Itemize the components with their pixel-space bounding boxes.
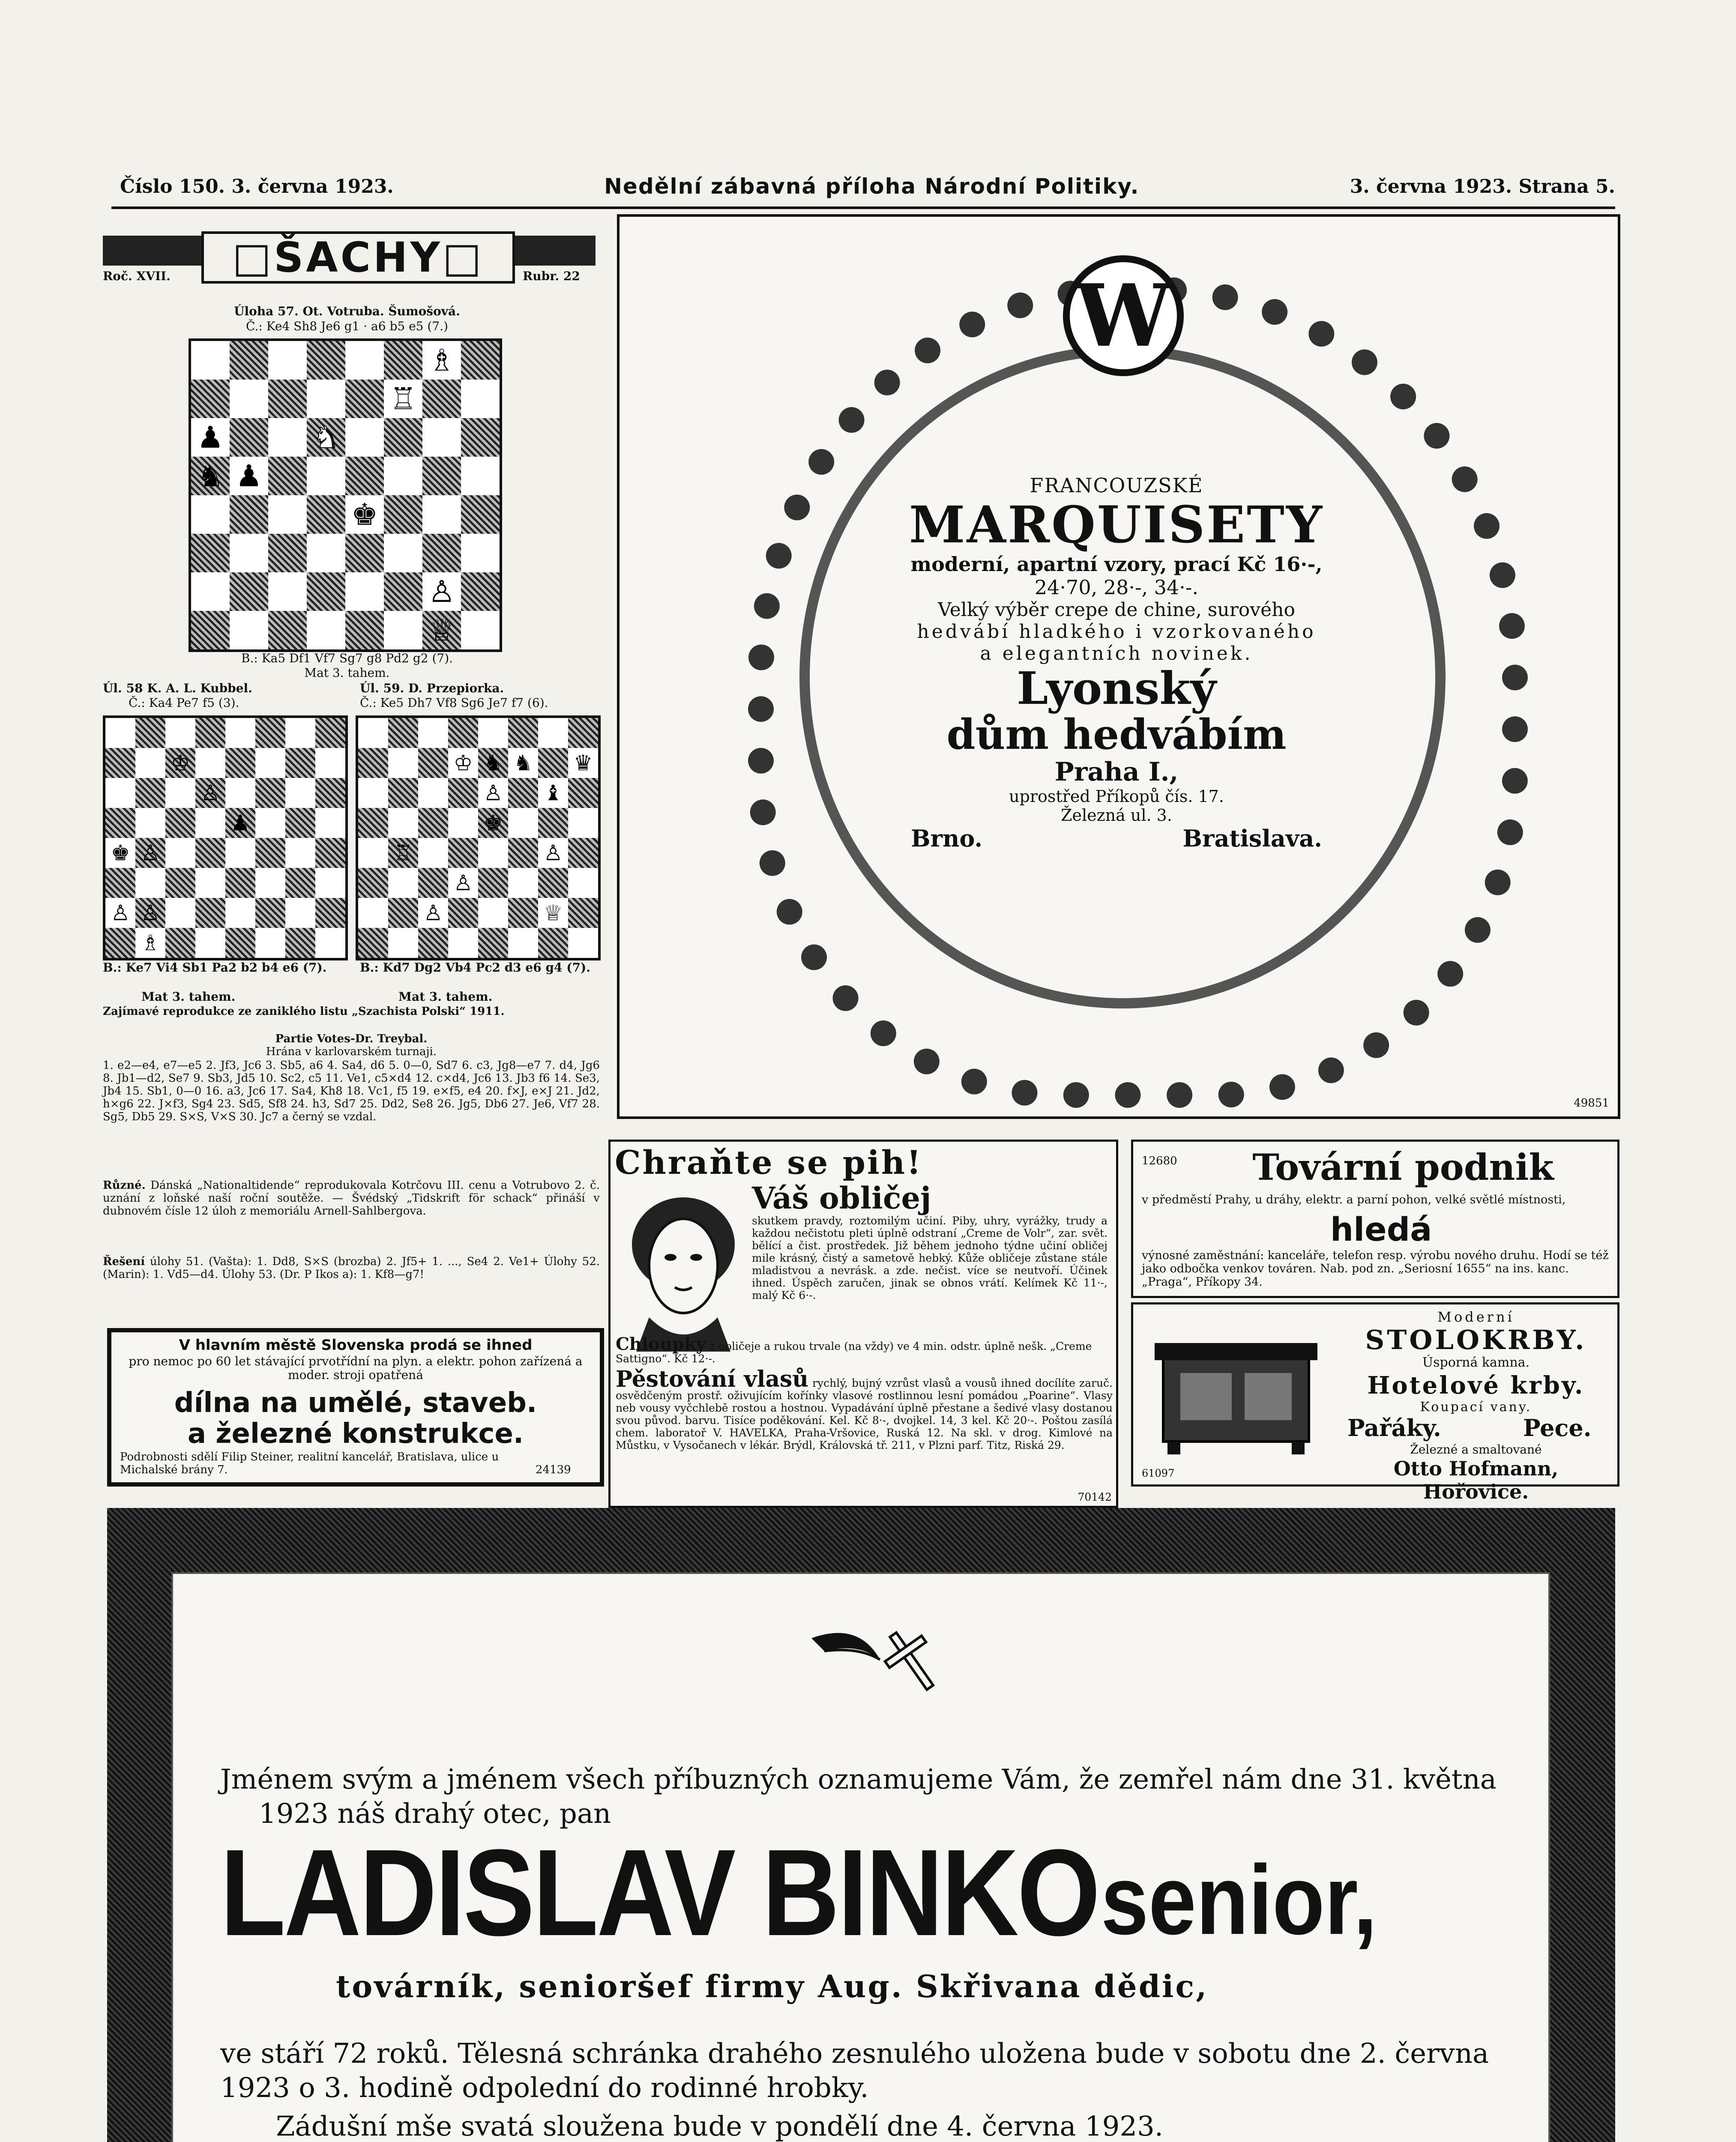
pawn-icon: ♟ <box>235 458 263 494</box>
ad-pih-text3: rychlý, bujný vzrůst vlasů a vousů ihned docílíte zaruč. osvědčeným prostř. oživujícím kořínky vlasové rostlinnou lesní pomádou „Poarine“. Vlasy neb vousy vyčchlebě rostou a hostnou. Vypadávání úplně přestane a šedivé vlasy dostanou svou původ. barvu. Tisíce poděkování. Kel. Kč 8·-, dvojkel. 14, 3 kel. Kč 20·-. Poštou zasílá chem. laboratoř V. HAVELKA, Praha-Vršovice, Ruská 12. Na skl. v drog. Kimlové na Můstku, v Vysočanech v lékár. Brýdl, Královská tř. 211, v Plzni parf. Titz, Riská 29. <box>616 1377 1113 1451</box>
ad-pih-hair <box>616 1334 1113 1365</box>
ad-stoves-t4: Hotelové krby. <box>1367 1371 1585 1400</box>
ad-stoves-t3: Úsporná kamna. <box>1422 1355 1530 1370</box>
rook-icon: ♖ <box>393 841 413 865</box>
deceased-name <box>220 1824 1506 1961</box>
problem-59-black: Č.: Ke5 Dh7 Vf8 Sg6 Je7 f7 (6). <box>360 696 548 710</box>
ad-factory <box>1131 1140 1619 1298</box>
pawn-icon: ♙ <box>483 781 503 805</box>
problem-58-white: B.: Ke7 Vi4 Sb1 Pa2 b2 b4 e6 (7). <box>103 960 327 975</box>
obituary-intro <box>220 1762 1506 1831</box>
bishop-icon: ♝ <box>543 781 563 805</box>
ad-workshop-big1: dílna na umělé, staveb. <box>174 1387 537 1419</box>
ad-pih-head4: Pěstování vlasů <box>616 1366 809 1392</box>
ad-m-line1: FRANCOUZSKÉ <box>1030 474 1203 497</box>
pawn-icon: ♟ <box>230 811 250 835</box>
problem-58-mate: Mat 3. tahem. <box>141 990 236 1004</box>
ad-stoves-t6: Pařáky. <box>1347 1414 1441 1442</box>
w-logo-icon: W <box>1063 255 1184 376</box>
ad-pih-growth <box>616 1366 1113 1451</box>
chess-volume: Roč. XVII. <box>103 269 171 283</box>
game-moves: 1. e2—e4, e7—e5 2. Jf3, Jc6 3. Sb5, a6 4. Sa4, d6 5. 0—0, Sd7 6. c3, Jg8—e7 7. d4, Jg6 8. Jb1—d2, Se7 9. Sb3, Jd5 10. Sc2, c5 11. Ve1, c5×d4 12. c×d4, Jc6 13. Jb3 f6 14. Se3, Jb4 15. Sb1, 0—0 16. a3, Jc6 17. Sa4, Kh8 18. Vc1, f5 19. e×f5, e4 20. f×J, e×J 21. Jd2, h×g6 22. J×f3, Sg4 23. Sd5, Sf8 24. h3, Sd7 25. Dd2, Se8 26. Jg5, Db6 27. Je6, Vf7 28. Sg5, Db5 29. S×S, V×S 30. Jc7 a černý se vzdal. <box>103 1059 600 1123</box>
ad-stoves-t1: Moderní <box>1437 1309 1515 1325</box>
king-icon: ♚ <box>351 497 378 532</box>
ad-stoves-t2: STOLOKRBY. <box>1365 1324 1587 1355</box>
problem-57-mate: Mat 3. tahem. <box>304 666 390 680</box>
rook-icon: ♖ <box>389 381 417 416</box>
ad-m-line9: dům hedvábím <box>946 710 1287 759</box>
ad-freckles <box>608 1140 1118 1508</box>
ad-pih-head1: Chraňte se pih! <box>615 1143 923 1182</box>
ad-factory-title: Tovární podnik <box>1252 1146 1554 1188</box>
header-issue: Číslo 150. 3. června 1923. <box>120 175 394 197</box>
problem-57-black: Č.: Ke4 Sh8 Je6 g1 · a6 b5 e5 (7.) <box>246 319 448 333</box>
knight-icon: ♞ <box>513 751 533 775</box>
chess-misc-text: Dánská „Nationaltidende“ reprodukovala Kotrčovu III. cenu a Votrubovo 2. č. uznání z loňské naší roční soutěže. — Švédský „Tidskrift för schack“ přináší v dubnovém čísle 12 úloh z memoriálu Arnell-Sahlbergova. <box>103 1179 600 1218</box>
ad-m-number: 49851 <box>1574 1097 1609 1110</box>
pawn-icon: ♙ <box>428 574 455 609</box>
chess-misc-label: Různé. <box>103 1179 146 1192</box>
ad-marquisety <box>617 214 1620 1119</box>
ad-stoves-t5: Koupací vany. <box>1420 1400 1532 1415</box>
ad-pih-number: 70142 <box>1078 1491 1112 1503</box>
chess-misc <box>103 1179 600 1218</box>
obituary-p1b: 1923 náš drahý otec, pan <box>259 1798 611 1830</box>
ad-workshop-number: 24139 <box>536 1463 571 1476</box>
ad-factory-text2: výnosné zaměstnání: kanceláře, telefon resp. výrobu nového druhu. Hodí se též jako odbočka venkov továren. Nab. pod zn. „Seriosní 1655“ na ins. kanc. „Praga“, Příkopy 34. <box>1142 1249 1609 1289</box>
ad-workshop-line3: Podrobnosti sdělí Filip Steiner, realitní kancelář, Bratislava, ulice u Michalské brány 7. <box>120 1451 499 1476</box>
ad-factory-number: 12680 <box>1142 1155 1177 1167</box>
king-icon: ♔ <box>171 751 190 775</box>
ad-stoves-t9: Otto Hofmann, Hořovice. <box>1393 1457 1559 1503</box>
obituary-p1: Jménem svým a jménem všech příbuzných oznamujeme Vám, že zemřel nám dne 31. května <box>220 1764 1497 1795</box>
ad-workshop-bratislava <box>107 1328 604 1487</box>
problem-58-title: Úl. 58 K. A. L. Kubbel. <box>103 681 252 695</box>
ad-workshop-big2: a železné konstrukce. <box>187 1418 524 1450</box>
chess-solutions <box>103 1255 600 1281</box>
ad-m-branches <box>902 825 1331 852</box>
obituary-p2b: 1923 o 3. hodině odpolední do rodinné hrobky. <box>220 2072 869 2104</box>
game-subtitle: Hrána v karlovarském turnaji. <box>266 1045 437 1058</box>
queen-icon: ♕ <box>543 900 563 925</box>
chess-solutions-text: úlohy 51. (Vašta): 1. Dd8, S×S (brozba) 2. Jf5+ 1. ..., Se4 2. Ve1+ Úlohy 52. (Marin): 1. Vd5—d4. Úlohy 53. (Dr. P Ikos a): 1. Kf8—g7! <box>103 1255 600 1281</box>
obituary-p2: ve stáří 72 roků. Tělesná schránka drahého zesnulého uložena bude v sobotu dne 2. června <box>220 2038 1489 2070</box>
knight-icon: ♞ <box>197 458 224 494</box>
header-page: 3. června 1923. Strana 5. <box>1350 175 1615 197</box>
ad-m-line2: MARQUISETY <box>909 495 1324 554</box>
ad-stoves <box>1131 1302 1619 1503</box>
problem-58-black: Č.: Ka4 Pe7 f5 (3). <box>129 696 239 710</box>
problem-59-title: Úl. 59. D. Przepiorka. <box>360 681 504 695</box>
ad-pih-text1: skutkem pravdy, roztomilým učiní. Piby, uhry, vyrážky, trudy a každou nečistotu pleti úplně odstraní „Creme de Volr“, zar. svět. bělící a čist. prostředek. Již během jednoho týdne učiní obličej mile krásný, čistý a sametově hebký. Kůže obličeje zůstane stále mladistvou a nevrásk. a zde. nečist. více se neutvoří. Účinek ihned. Úspěch zaručen, jinak se obnos vrátí. Kelímek Kč 11·-, malý Kč 6·-. <box>752 1215 1107 1301</box>
ad-pih-head2: Váš obličej <box>752 1180 931 1216</box>
ad-m-line10: Praha I., <box>1054 757 1179 787</box>
chess-repro-note: Zajímavé reprodukce ze zaniklého listu „Szachista Polski“ 1911. <box>103 1005 505 1018</box>
ad-m-brno: Brno. <box>911 825 983 852</box>
ad-m-line11: uprostřed Příkopů čís. 17. <box>1009 787 1224 806</box>
ad-m-line5: Velký výběr crepe de chine, surového <box>938 599 1295 621</box>
ad-m-line7: a elegantních novinek. <box>980 643 1253 664</box>
chess-rubric: Rubr. 22 <box>523 269 580 283</box>
header-rule <box>111 206 1615 209</box>
queen-icon: ♛ <box>573 751 593 775</box>
chess-column <box>103 223 608 1311</box>
obituary-frame <box>107 1508 1615 2142</box>
game-title: Partie Votes-Dr. Treybal. <box>275 1032 428 1045</box>
ad-marquisety-text <box>902 474 1331 852</box>
ad-m-bratislava: Bratislava. <box>1182 825 1322 852</box>
woman-portrait-icon <box>619 1180 748 1352</box>
pawn-icon: ♙ <box>201 781 220 805</box>
deceased-name-suffix: senior, <box>1101 1845 1377 1955</box>
problem-57-title: Úloha 57. Ot. Votruba. Šumošová. <box>234 304 460 318</box>
ad-stoves-t7: Pece. <box>1523 1414 1592 1442</box>
ad-stoves-t8: Železné a smaltované <box>1410 1442 1542 1457</box>
pawn-icon: ♟ <box>197 420 224 455</box>
ad-m-line3: moderní, apartní vzory, prací Kč 16·-, <box>910 553 1323 576</box>
stove-icon <box>1146 1330 1326 1459</box>
chessboard-58 <box>103 715 348 960</box>
king-icon: ♚ <box>483 811 503 835</box>
problem-59-white: B.: Kd7 Dg2 Vb4 Pc2 d3 e6 g4 (7). <box>360 960 590 975</box>
obituary-p3: Zádušní mše svatá sloužena bude v pondělí dne 4. června 1923. <box>276 2111 1164 2142</box>
king-icon: ♔ <box>453 751 473 775</box>
problem-57-white: B.: Ka5 Df1 Vf7 Sg7 g8 Pd2 g2 (7). <box>241 651 453 665</box>
chess-title: □ŠACHY□ <box>201 231 515 284</box>
bishop-icon: ♗ <box>141 930 160 955</box>
knight-icon: ♞ <box>483 751 503 775</box>
palm-cross-icon <box>807 1612 944 1698</box>
ad-m-line4: 24·70, 28·-, 34·-. <box>1034 576 1199 599</box>
ad-m-line8: Lyonský <box>1017 662 1216 715</box>
pawn-icon: ♙ <box>141 900 160 925</box>
ad-stoves-number: 61097 <box>1142 1467 1175 1479</box>
ad-workshop-line2: pro nemoc po 60 let stávající prvotřídní na plyn. a elektr. pohon zařízená a moder. stroji opatřená <box>129 1354 583 1382</box>
bishop-icon: ♗ <box>428 343 455 378</box>
pawn-icon: ♙ <box>453 871 473 895</box>
pawn-icon: ♙ <box>141 841 160 865</box>
header-supplement-title: Nedělní zábavná příloha Národní Politiky. <box>604 174 1140 199</box>
chessboard-57 <box>189 338 502 652</box>
pawn-icon: ♙ <box>543 841 563 865</box>
pawn-icon: ♙ <box>111 900 130 925</box>
king-icon: ♚ <box>111 841 130 865</box>
ad-m-line6: hedvábí hladkého i vzorkovaného <box>917 621 1316 643</box>
ad-workshop-line1: V hlavním městě Slovenska prodá se ihned <box>179 1337 533 1354</box>
deceased-name-main: LADISLAV BINKO <box>220 1824 1099 1961</box>
obituary <box>171 1572 1550 2142</box>
problem-59-mate: Mat 3. tahem. <box>398 990 493 1004</box>
ad-m-line12: Železná ul. 3. <box>1061 806 1172 825</box>
deceased-title: továrník, senioršef firmy Aug. Skřivana dědic, <box>336 1968 1209 2004</box>
queen-icon: ♕ <box>428 613 455 648</box>
chessboard-59 <box>356 715 601 960</box>
ad-pih-text2: z obličeje a rukou trvale (na vždy) ve 4 min. odstr. úplně nešk. „Creme Sattigno“. Kč 12·-. <box>616 1340 1092 1365</box>
chess-solutions-label: Řešení <box>103 1255 145 1268</box>
pawn-icon: ♙ <box>423 900 443 925</box>
ad-pih-head3: Chloupky <box>616 1334 706 1354</box>
obituary-details <box>220 2037 1506 2142</box>
knight-icon: ♞ <box>312 420 340 455</box>
ad-factory-text1: v předměstí Prahy, u dráhy, elektr. a parní pohon, velké světlé místnosti, <box>1142 1193 1566 1206</box>
ad-factory-big: hledá <box>1330 1210 1432 1248</box>
page-header <box>120 171 1615 201</box>
